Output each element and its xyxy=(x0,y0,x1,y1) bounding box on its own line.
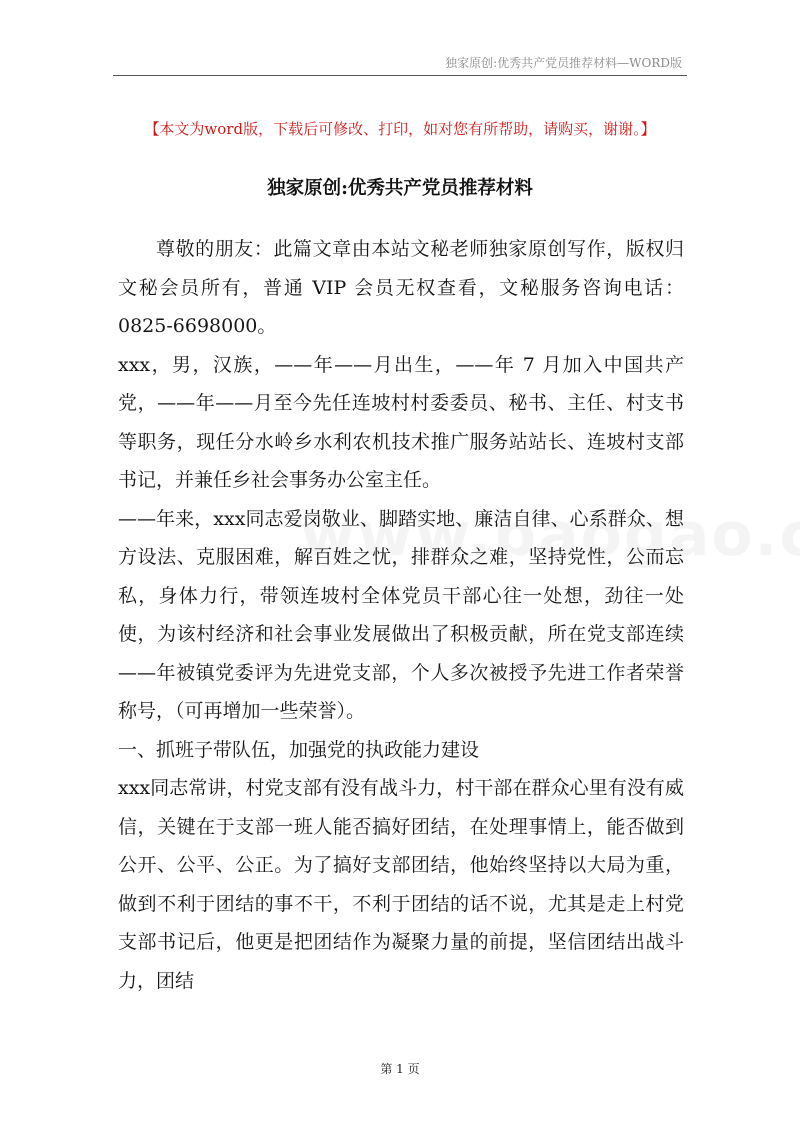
header-divider xyxy=(113,75,687,76)
document-title: 独家原创:优秀共产党员推荐材料 xyxy=(267,178,533,199)
download-notice: 【本文为word版，下载后可修改、打印，如对您有所帮助，请购买，谢谢。】 xyxy=(144,120,656,138)
paragraph-team: xxx同志常讲，村党支部有没有战斗力，村干部在群众心里有没有威信，关键在于支部一班人能否搞好团结，在处理事情上，能否做到公开、公平、公正。为了搞好支部团结，他始终坚持以大局为重，做到不利于团结的事不干，不利于团结的话不说，尤其是走上村党支部书记后，他更是把团结作为凝聚力量的前提，坚信团结出战斗力，团结 xyxy=(118,777,684,992)
paragraph-achievements: ——年来，xxx同志爱岗敬业、脚踏实地、廉洁自律、心系群众、想方设法、克服困难，解百姓之忧，排群众之难，坚持党性，公而忘私，身体力行，带领连坡村全体党员干部心往一处想，劲往一处使，为该村经济和社会事业发展做出了积极贡献，所在党支部连续——年被镇党委评为先进党支部，个人多次被授予先进工作者荣誉称号，（可再增加一些荣誉）。 xyxy=(118,507,684,722)
page-number: 第 1 页 xyxy=(380,1062,420,1076)
paragraph-profile: xxx，男，汉族，——年——月出生，——年 7 月加入中国共产党，——年——月至今先任连坡村村委委员、秘书、主任、村支书等职务，现任分水岭乡水利农机技术推广服务站站长、连坡村支部书记，并兼任乡社会事务办公室主任。 xyxy=(118,353,684,491)
document-body xyxy=(118,230,684,1000)
paragraph-intro: 尊敬的朋友：此篇文章由本站文秘老师独家原创写作，版权归文秘会员所有，普通 VIP 会员无权查看，文秘服务咨询电话：0825-6698000。 xyxy=(118,238,684,337)
running-header: 独家原创:优秀共产党员推荐材料—WORD版 xyxy=(445,56,682,70)
section-heading-1: 一、抓班子带队伍，加强党的执政能力建设 xyxy=(118,738,480,761)
